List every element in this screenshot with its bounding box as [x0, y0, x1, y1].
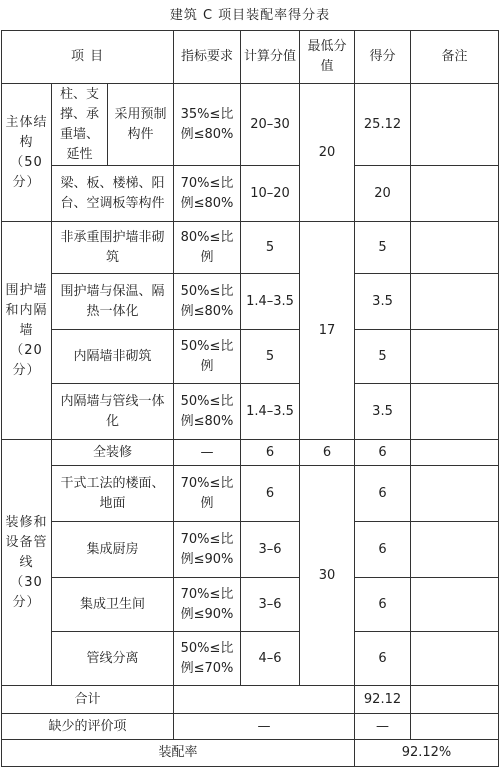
rate-row	[2, 740, 499, 767]
header-remark: 备注	[411, 31, 499, 84]
score-cell: 6	[355, 522, 411, 578]
header-indicator: 指标要求	[174, 31, 241, 84]
table-row	[2, 578, 499, 632]
indicator-cell: 70%≤比例≤90%	[174, 522, 241, 578]
table-row	[2, 222, 499, 274]
group-envelope: 围护墙和内隔墙（20分）	[2, 222, 52, 440]
table-row	[2, 166, 499, 222]
rate-label: 装配率	[2, 740, 355, 767]
remark-cell	[411, 274, 499, 330]
calc-cell: 20–30	[241, 84, 300, 166]
table-row	[2, 84, 499, 166]
header-row	[2, 31, 499, 84]
item-cell: 集成厨房	[52, 522, 174, 578]
remark-cell	[411, 714, 499, 740]
calc-cell: 6	[241, 440, 300, 466]
score-cell: 6	[355, 466, 411, 522]
indicator-cell: 50%≤比例≤80%	[174, 274, 241, 330]
indicator-cell: 70%≤比例≤80%	[174, 166, 241, 222]
item-cell: 梁、板、楼梯、阳台、空调板等构件	[52, 166, 174, 222]
indicator-cell: 50%≤比例	[174, 330, 241, 384]
indicator-cell: 50%≤比例≤70%	[174, 632, 241, 686]
item-cell: 内隔墙与管线一体化	[52, 384, 174, 440]
score-cell: 3.5	[355, 384, 411, 440]
table-row	[2, 330, 499, 384]
missing-label: 缺少的评价项	[2, 714, 174, 740]
calc-cell: 5	[241, 330, 300, 384]
min-cell: 20	[300, 84, 355, 222]
header-item: 项 目	[2, 31, 174, 84]
remark-cell	[411, 330, 499, 384]
item-cell: 采用预制构件	[108, 84, 174, 166]
total-blank	[174, 686, 355, 714]
min-cell: 6	[300, 440, 355, 466]
score-cell: 6	[355, 440, 411, 466]
indicator-cell: 70%≤比例≤90%	[174, 578, 241, 632]
remark-cell	[411, 384, 499, 440]
table-row	[2, 522, 499, 578]
item-cell: 管线分离	[52, 632, 174, 686]
group-main-structure: 主体结构（50分）	[2, 84, 52, 222]
score-cell: 6	[355, 632, 411, 686]
item-cell: 非承重围护墙非砌筑	[52, 222, 174, 274]
total-label: 合计	[2, 686, 174, 714]
remark-cell	[411, 466, 499, 522]
remark-cell	[411, 578, 499, 632]
assembly-rate-table	[1, 30, 499, 767]
item-cell: 围护墙与保温、隔热一体化	[52, 274, 174, 330]
total-score: 92.12	[355, 686, 411, 714]
item-cell: 集成卫生间	[52, 578, 174, 632]
indicator-cell: 35%≤比例≤80%	[174, 84, 241, 166]
sub-item-label: 柱、支撑、承重墙、延性	[52, 84, 108, 166]
min-cell: 30	[300, 466, 355, 686]
indicator-cell: 70%≤比例	[174, 466, 241, 522]
calc-cell: 10–20	[241, 166, 300, 222]
table-row	[2, 632, 499, 686]
item-cell: 全装修	[52, 440, 174, 466]
missing-score: —	[355, 714, 411, 740]
remark-cell	[411, 166, 499, 222]
calc-cell: 5	[241, 222, 300, 274]
rate-value: 92.12%	[355, 740, 499, 767]
remark-cell	[411, 440, 499, 466]
missing-mid: —	[174, 714, 355, 740]
header-min: 最低分值	[300, 31, 355, 84]
indicator-cell: 80%≤比例	[174, 222, 241, 274]
missing-row	[2, 714, 499, 740]
score-cell: 20	[355, 166, 411, 222]
table-row	[2, 440, 499, 466]
table-row	[2, 384, 499, 440]
remark-cell	[411, 84, 499, 166]
score-cell: 5	[355, 330, 411, 384]
table-row	[2, 274, 499, 330]
table-title: 建筑 C 项目装配率得分表	[169, 8, 331, 23]
header-calc: 计算分值	[241, 31, 300, 84]
header-score: 得分	[355, 31, 411, 84]
item-cell: 干式工法的楼面、地面	[52, 466, 174, 522]
calc-cell: 3–6	[241, 522, 300, 578]
calc-cell: 4–6	[241, 632, 300, 686]
remark-cell	[411, 686, 499, 714]
calc-cell: 6	[241, 466, 300, 522]
remark-cell	[411, 522, 499, 578]
group-decoration: 装修和设备管线（30分）	[2, 440, 52, 686]
total-row	[2, 686, 499, 714]
calc-cell: 1.4–3.5	[241, 384, 300, 440]
indicator-cell: 50%≤比例≤80%	[174, 384, 241, 440]
score-cell: 25.12	[355, 84, 411, 166]
item-cell: 内隔墙非砌筑	[52, 330, 174, 384]
table-row	[2, 466, 499, 522]
remark-cell	[411, 222, 499, 274]
indicator-cell: —	[174, 440, 241, 466]
score-cell: 5	[355, 222, 411, 274]
calc-cell: 1.4–3.5	[241, 274, 300, 330]
score-cell: 3.5	[355, 274, 411, 330]
score-cell: 6	[355, 578, 411, 632]
calc-cell: 3–6	[241, 578, 300, 632]
remark-cell	[411, 632, 499, 686]
min-cell: 17	[300, 222, 355, 440]
